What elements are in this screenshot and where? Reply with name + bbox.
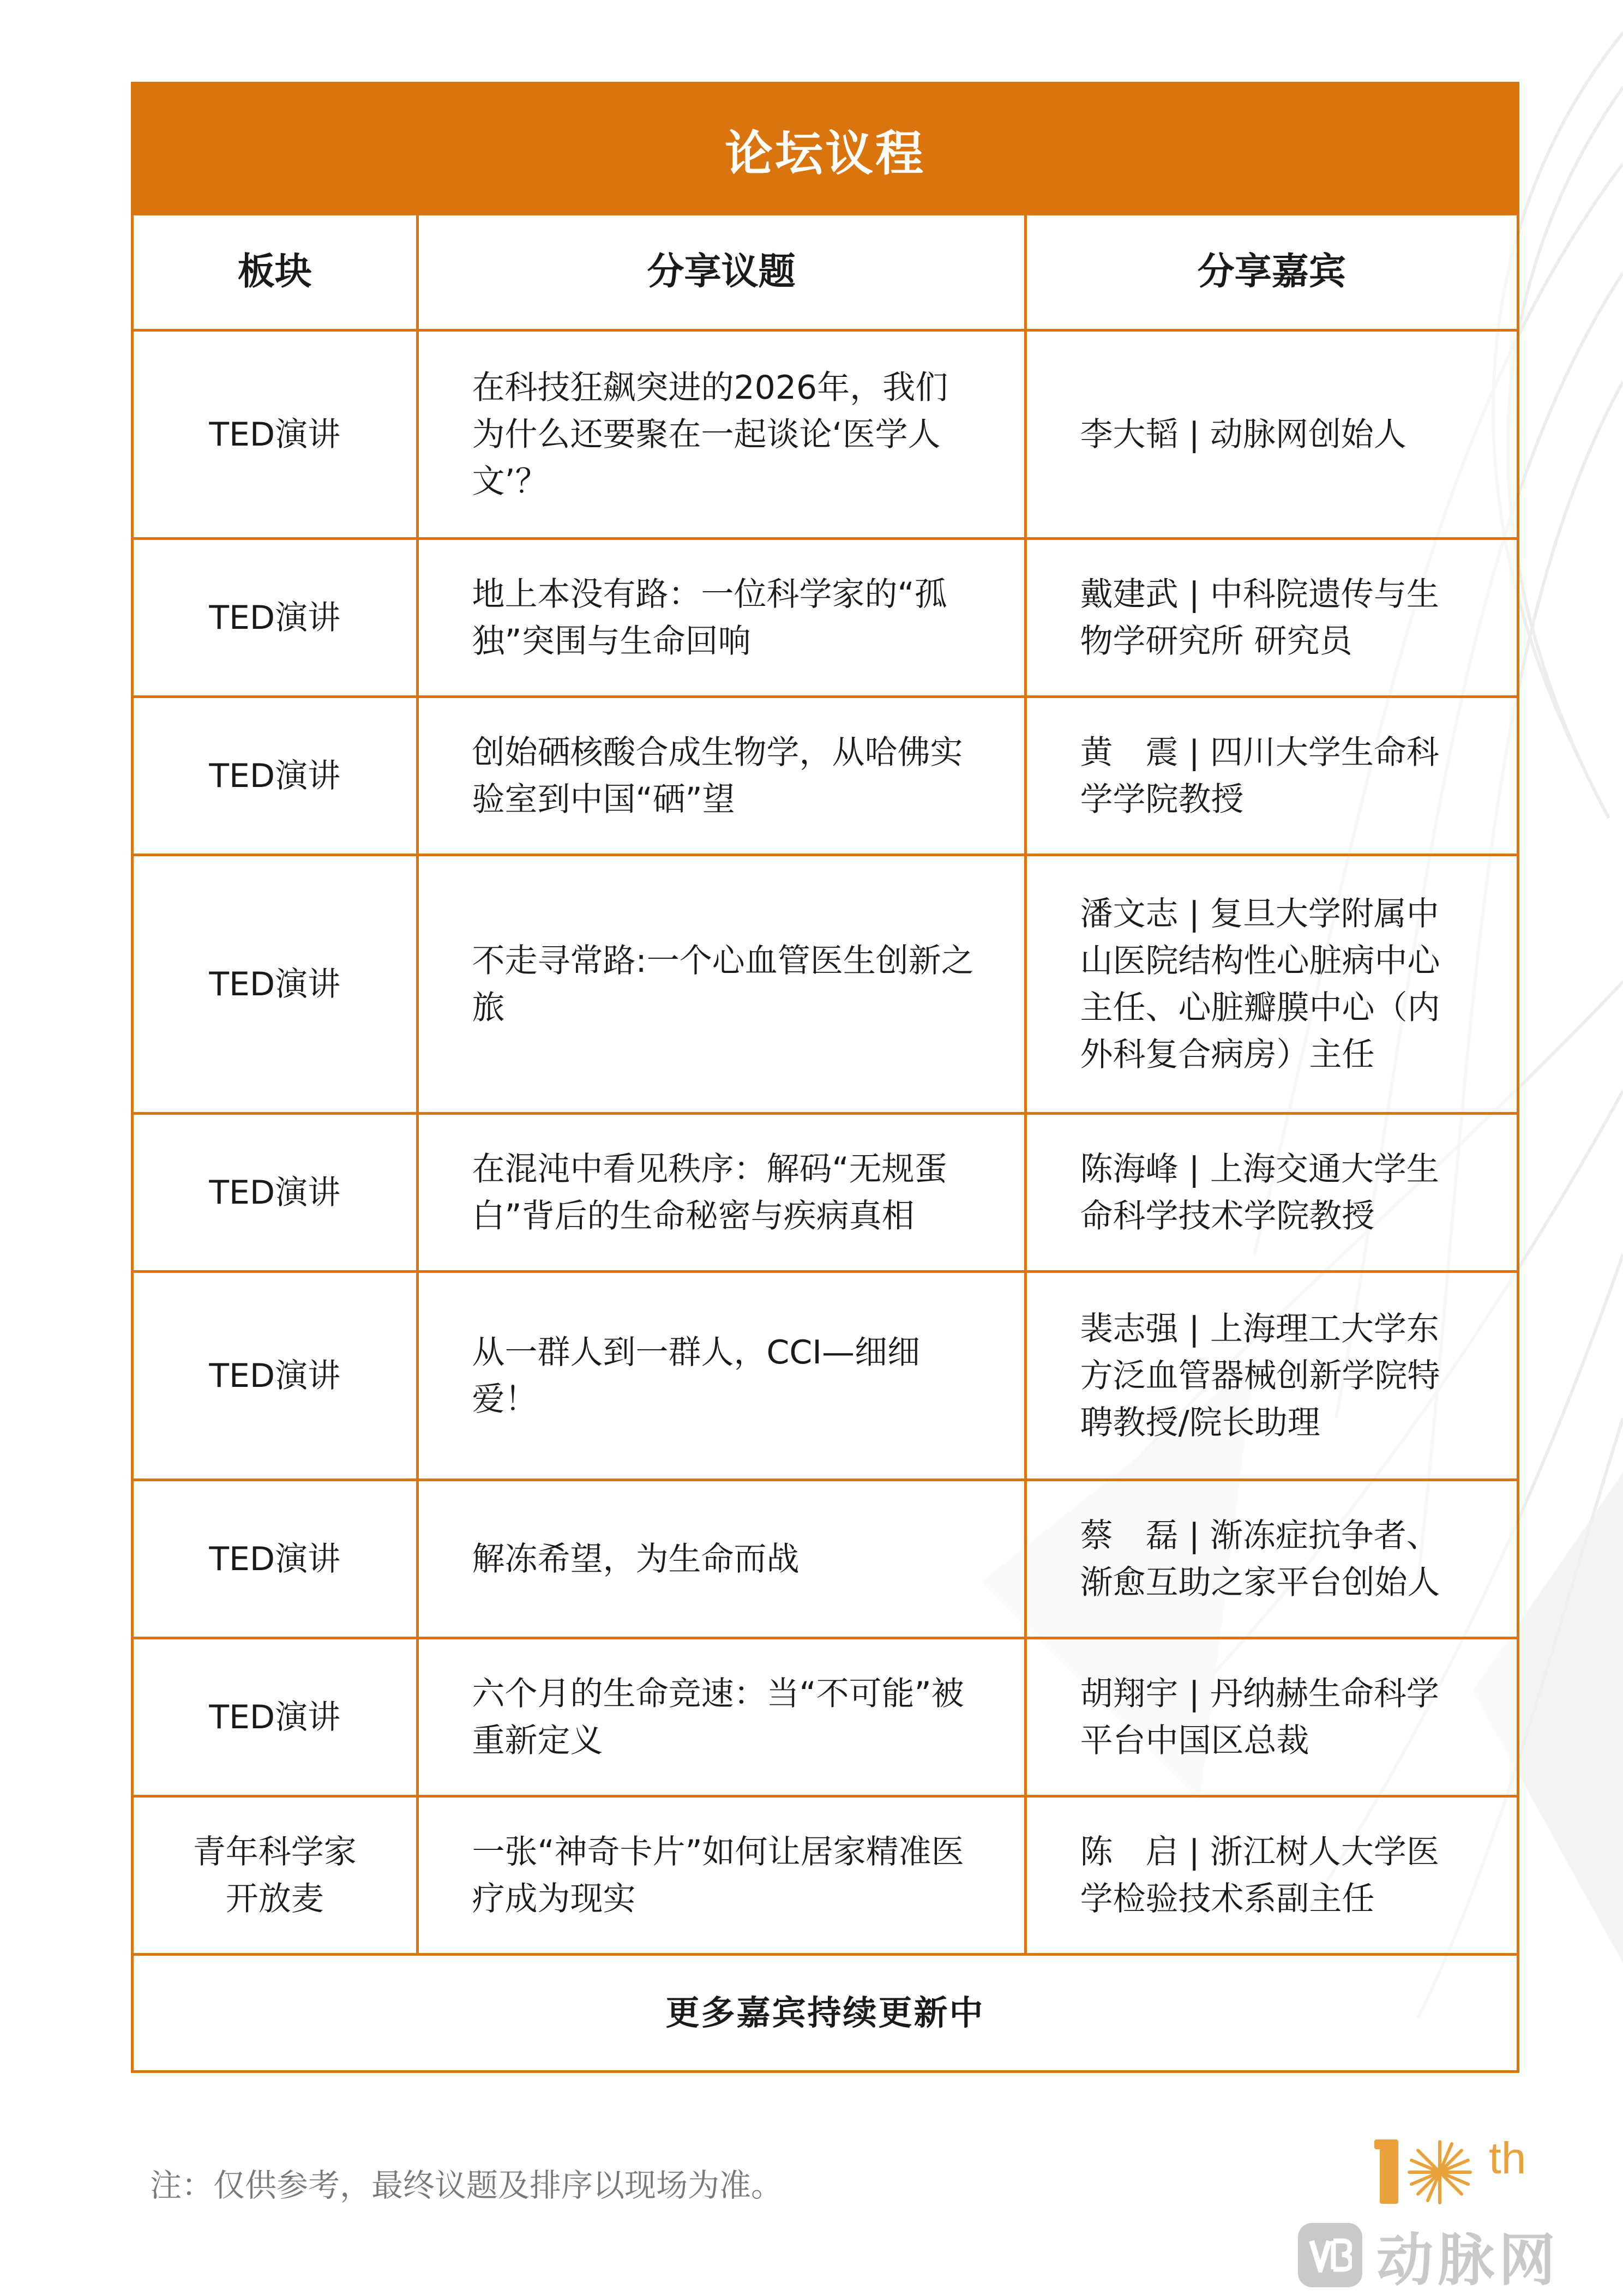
row-speaker: 戴建武 | 中科院遗传与生物学研究所 研究员 (1025, 539, 1517, 697)
row-section: TED演讲 (134, 1114, 417, 1272)
logo-text: 动脉网 (1376, 2227, 1560, 2293)
row-speaker: 胡翔宇 | 丹纳赫生命科学平台中国区总裁 (1025, 1638, 1517, 1796)
row-section: TED演讲 (134, 855, 417, 1114)
disclaimer-note: 注：仅供参考，最终议题及排序以现场为准。 (150, 2167, 783, 2204)
vb-logo (1298, 2222, 1560, 2293)
row-section: TED演讲 (134, 330, 417, 539)
table-row (134, 1272, 1517, 1480)
table-row (134, 1638, 1517, 1796)
row-section: TED演讲 (134, 697, 417, 855)
row-speaker: 陈海峰 | 上海交通大学生命科学技术学院教授 (1025, 1114, 1517, 1272)
row-topic: 从一群人到一群人，CCI—细细爱！ (417, 1272, 1025, 1480)
badge-suffix: th (1489, 2133, 1526, 2183)
row-section: TED演讲 (134, 539, 417, 697)
tenth-anniversary-badge (1374, 2130, 1554, 2217)
row-topic: 不走寻常路:一个心血管医生创新之旅 (417, 855, 1025, 1114)
header-speaker: 分享嘉宾 (1025, 215, 1517, 330)
row-speaker: 陈 启 | 浙江树人大学医学检验技术系副主任 (1025, 1796, 1517, 1955)
row-speaker: 裴志强 | 上海理工大学东方泛血管器械创新学院特聘教授/院长助理 (1025, 1272, 1517, 1480)
table-row (134, 855, 1517, 1114)
table-row (134, 1480, 1517, 1638)
row-section: TED演讲 (134, 1638, 417, 1796)
agenda-table-container (131, 82, 1519, 2073)
vb-logo-icon (1298, 2223, 1362, 2287)
row-speaker: 李大韬 | 动脉网创始人 (1025, 330, 1517, 539)
row-topic: 一张“神奇卡片”如何让居家精准医疗成为现实 (417, 1796, 1025, 1955)
row-section: 青年科学家开放麦 (134, 1796, 417, 1955)
table-footer-row (134, 1955, 1517, 2071)
row-speaker: 蔡 磊 | 渐冻症抗争者、渐愈互助之家平台创始人 (1025, 1480, 1517, 1638)
header-topic: 分享议题 (417, 215, 1025, 330)
row-topic: 地上本没有路：一位科学家的“孤独”突围与生命回响 (417, 539, 1025, 697)
agenda-table (134, 215, 1517, 2070)
row-topic: 六个月的生命竞速：当“不可能”被重新定义 (417, 1638, 1025, 1796)
table-row (134, 539, 1517, 697)
table-row (134, 330, 1517, 539)
agenda-title: 论坛议程 (134, 85, 1517, 215)
row-section: TED演讲 (134, 1272, 417, 1480)
table-row (134, 697, 1517, 855)
row-topic: 在科技狂飙突进的2026年，我们为什么还要聚在一起谈论‘医学人文’？ (417, 330, 1025, 539)
row-speaker: 潘文志 | 复旦大学附属中山医院结构性心脏病中心主任、心脏瓣膜中心（内外科复合病房）主任 (1025, 855, 1517, 1114)
row-speaker: 黄 震 | 四川大学生命科学学院教授 (1025, 697, 1517, 855)
row-section: TED演讲 (134, 1480, 417, 1638)
table-row (134, 1796, 1517, 1955)
row-topic: 解冻希望，为生命而战 (417, 1480, 1025, 1638)
table-header-row (134, 215, 1517, 330)
more-guests-notice: 更多嘉宾持续更新中 (134, 1955, 1517, 2071)
row-topic: 创始硒核酸合成生物学，从哈佛实验室到中国“硒”望 (417, 697, 1025, 855)
header-section: 板块 (134, 215, 417, 330)
row-topic: 在混沌中看见秩序：解码“无规蛋白”背后的生命秘密与疾病真相 (417, 1114, 1025, 1272)
table-row (134, 1114, 1517, 1272)
